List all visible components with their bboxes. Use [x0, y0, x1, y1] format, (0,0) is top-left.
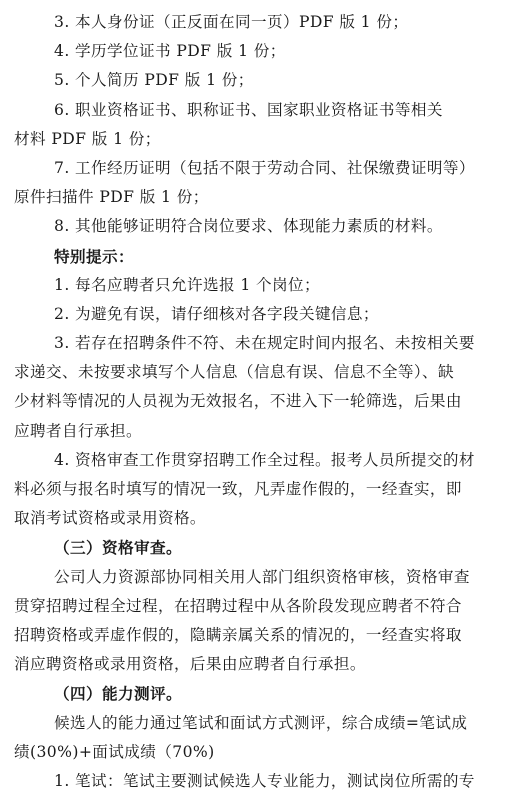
text-line: 4. 学历学位证书 PDF 版 1 份； [54, 42, 286, 61]
text-line: 求递交、未按要求填写个人信息（信息有误、信息不全等）、缺 [14, 363, 455, 382]
text-line: 7. 工作经历证明（包括不限于劳动合同、社保缴费证明等） [54, 158, 475, 177]
text-line: 1. 每名应聘者只允许选报 1 个岗位； [54, 275, 320, 294]
text-line: 4. 资格审查工作贯穿招聘工作全过程。报考人员所提交的材 [54, 450, 475, 469]
text-line: 贯穿招聘过程全过程，在招聘过程中从各阶段发现应聘者不符合 [14, 596, 462, 615]
text-line: 5. 个人简历 PDF 版 1 份； [54, 71, 254, 90]
text-line: 料必须与报名时填写的情况一致，凡弄虚作假的，一经查实，即 [14, 480, 462, 498]
text-line: 2. 为避免有误，请仔细核对各字段关键信息； [54, 304, 379, 323]
section-heading: 特别提示： [54, 246, 134, 266]
text-line: 候选人的能力通过笔试和面试方式测评，综合成绩=笔试成 [54, 713, 468, 732]
text-line: 8. 其他能够证明符合岗位要求、体现能力素质的材料。 [54, 217, 443, 236]
text-line: 招聘资格或弄虚作假的，隐瞒亲属关系的情况的，一经查实将取 [14, 625, 462, 644]
text-line: 消应聘资格或录用资格，后果由应聘者自行承担。 [14, 655, 366, 674]
text-line: 材料 PDF 版 1 份； [14, 129, 161, 148]
section-heading: （三）资格审查。 [54, 538, 182, 558]
text-line: 公司人力资源部协同相关用人部门组织资格审核，资格审查 [54, 567, 470, 586]
text-line: 原件扫描件 PDF 版 1 份； [14, 188, 209, 207]
text-line: 少材料等情况的人员视为无效报名，不进入下一轮筛选，后果由 [14, 392, 462, 411]
text-line: 3. 本人身份证（正反面在同一页）PDF 版 1 份； [54, 13, 409, 31]
section-heading: （四）能力测评。 [54, 684, 182, 704]
text-line: 6. 职业资格证书、职称证书、国家职业资格证书等相关 [54, 100, 443, 119]
text-line: 应聘者自行承担。 [14, 421, 142, 440]
text-line: 绩(30%)+面试成绩（70%) [14, 742, 215, 761]
text-line: 取消考试资格或录用资格。 [14, 509, 206, 528]
text-line: 1. 笔试：笔试主要测试候选人专业能力，测试岗位所需的专 [54, 771, 475, 790]
text-line: 3. 若存在招聘条件不符、未在规定时间内报名、未按相关要 [54, 334, 475, 353]
